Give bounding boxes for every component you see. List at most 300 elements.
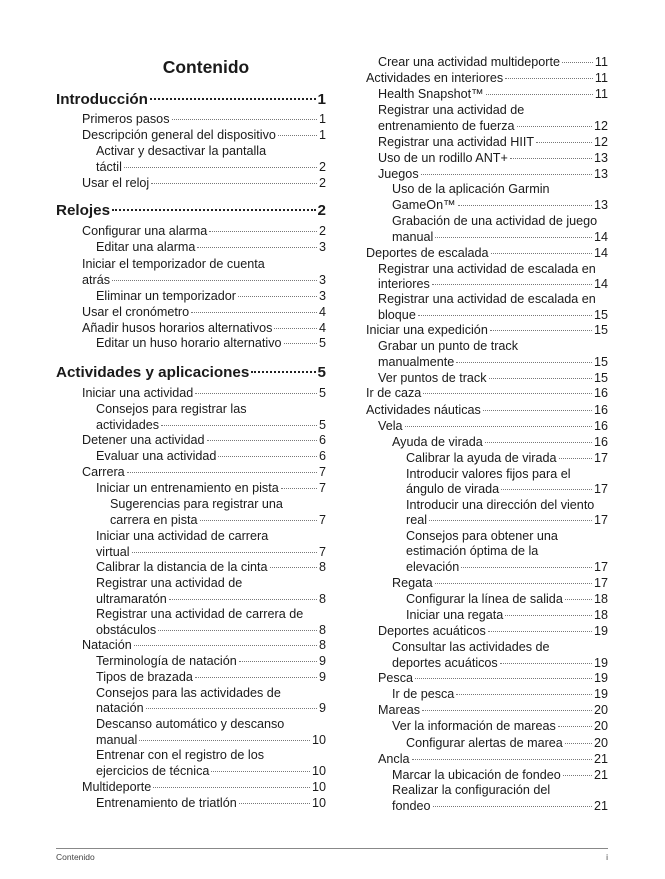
page-footer bbox=[56, 848, 608, 863]
toc-entry[interactable] bbox=[96, 336, 326, 351]
toc-entry-title: virtual bbox=[96, 545, 130, 559]
toc-entry-title: Pesca bbox=[378, 671, 414, 685]
dot-leader bbox=[161, 425, 317, 426]
toc-entry[interactable] bbox=[366, 323, 608, 338]
toc-entry-title: Iniciar una actividad de carrera bbox=[96, 529, 269, 543]
toc-page-number: 13 bbox=[593, 151, 608, 165]
toc-entry[interactable] bbox=[392, 687, 608, 702]
toc-entry-title: Mareas bbox=[378, 703, 420, 717]
toc-entry-title: Primeros pasos bbox=[82, 112, 170, 126]
toc-entry[interactable] bbox=[96, 449, 326, 464]
toc-entry-title: Terminología de natación bbox=[96, 654, 237, 668]
dot-leader bbox=[158, 630, 317, 631]
toc-entry-title: manual bbox=[96, 733, 138, 747]
toc-entry[interactable] bbox=[392, 640, 608, 655]
toc-entry[interactable] bbox=[96, 545, 326, 560]
toc-entry[interactable] bbox=[96, 670, 326, 685]
toc-entry-title: Evaluar una actividad bbox=[96, 449, 217, 463]
toc-entry[interactable] bbox=[110, 513, 326, 528]
toc-entry[interactable] bbox=[82, 257, 326, 272]
dot-leader bbox=[218, 456, 317, 457]
dot-leader bbox=[134, 645, 317, 646]
dot-leader bbox=[412, 759, 592, 760]
dot-leader bbox=[146, 708, 317, 709]
toc-entry-title: Sugerencias para registrar una bbox=[110, 497, 283, 511]
toc-page-number: 20 bbox=[593, 703, 608, 717]
toc-entry[interactable] bbox=[82, 386, 326, 401]
toc-page-number: 5 bbox=[317, 364, 326, 381]
toc-entry[interactable] bbox=[406, 482, 608, 497]
toc-entry-title: real bbox=[406, 513, 427, 527]
toc-page-number: 4 bbox=[318, 305, 326, 319]
toc-page-number: 17 bbox=[593, 482, 608, 496]
toc-entry[interactable] bbox=[82, 638, 326, 653]
toc-entry[interactable] bbox=[406, 544, 608, 559]
toc-page-number: 11 bbox=[594, 71, 608, 85]
dot-leader bbox=[485, 442, 592, 443]
toc-page-number: 13 bbox=[593, 167, 608, 181]
dot-leader bbox=[483, 410, 592, 411]
toc-entry[interactable] bbox=[96, 529, 326, 544]
toc-entry[interactable] bbox=[378, 135, 608, 150]
toc-entry[interactable] bbox=[392, 230, 608, 245]
toc-entry[interactable] bbox=[366, 71, 608, 86]
dot-leader bbox=[284, 343, 317, 344]
toc-entry-title: Editar una alarma bbox=[96, 240, 196, 254]
toc-entry[interactable] bbox=[406, 736, 608, 751]
toc-entry[interactable] bbox=[96, 402, 326, 417]
toc-entry[interactable] bbox=[378, 292, 608, 307]
toc-entry-title: Añadir husos horarios alternativos bbox=[82, 321, 273, 335]
dot-leader bbox=[132, 552, 317, 553]
toc-page-number: 17 bbox=[593, 576, 608, 590]
toc-entry[interactable] bbox=[366, 246, 608, 261]
toc-page-number: 21 bbox=[593, 768, 608, 782]
toc-page-number: 15 bbox=[593, 323, 608, 337]
toc-entry-title: entrenamiento de fuerza bbox=[378, 119, 515, 133]
toc-entry[interactable] bbox=[82, 465, 326, 480]
dot-leader bbox=[239, 803, 310, 804]
toc-page-number: 5 bbox=[318, 386, 326, 400]
toc-entry-title: Ir de caza bbox=[366, 386, 422, 400]
toc-page-number: 7 bbox=[318, 465, 326, 479]
toc-entry[interactable] bbox=[82, 224, 326, 239]
toc-entry-title: elevación bbox=[406, 560, 460, 574]
toc-entry[interactable] bbox=[82, 112, 326, 127]
toc-entry[interactable] bbox=[96, 717, 326, 732]
toc-page-number: 3 bbox=[318, 273, 326, 287]
toc-entry-title: Uso de un rodillo ANT+ bbox=[378, 151, 508, 165]
toc-page-number: 9 bbox=[318, 654, 326, 668]
dot-leader bbox=[209, 231, 317, 232]
toc-entry[interactable] bbox=[392, 768, 608, 783]
dot-leader bbox=[558, 726, 592, 727]
toc-page-number: 6 bbox=[318, 449, 326, 463]
toc-entry[interactable] bbox=[366, 403, 608, 418]
toc-page-number: 10 bbox=[311, 764, 326, 778]
toc-page-number: 18 bbox=[593, 608, 608, 622]
toc-entry[interactable] bbox=[82, 305, 326, 320]
toc-entry-title: bloque bbox=[378, 308, 416, 322]
toc-page-number: 2 bbox=[318, 224, 326, 238]
dot-leader bbox=[490, 330, 592, 331]
toc-entry-title: GameOn™ bbox=[392, 198, 456, 212]
dot-leader bbox=[415, 678, 592, 679]
toc-page-number: 16 bbox=[593, 386, 608, 400]
toc-entry[interactable] bbox=[82, 433, 326, 448]
dot-leader bbox=[274, 328, 317, 329]
toc-entry[interactable] bbox=[378, 355, 608, 370]
toc-entry-title: Relojes bbox=[56, 202, 111, 219]
toc-page-number: 4 bbox=[318, 321, 326, 335]
toc-entry-title: Vela bbox=[378, 419, 403, 433]
dot-leader bbox=[422, 710, 592, 711]
toc-page-number: 7 bbox=[318, 481, 326, 495]
toc-entry-title: Eliminar un temporizador bbox=[96, 289, 236, 303]
dot-leader bbox=[486, 94, 593, 95]
toc-entry-title: Tipos de brazada bbox=[96, 670, 193, 684]
dot-leader bbox=[281, 488, 317, 489]
toc-page-number: 17 bbox=[593, 560, 608, 574]
dot-leader bbox=[423, 393, 592, 394]
toc-entry-title: Ancla bbox=[378, 752, 410, 766]
toc-entry[interactable] bbox=[378, 151, 608, 166]
dot-leader bbox=[505, 615, 592, 616]
dot-leader bbox=[536, 142, 592, 143]
toc-entry-title: Crear una actividad multideporte bbox=[378, 55, 561, 69]
toc-entry-title: Registrar una actividad de escalada en bbox=[378, 262, 596, 276]
toc-entry-title: Editar un huso horario alternativo bbox=[96, 336, 282, 350]
toc-page-number: 8 bbox=[318, 560, 326, 574]
toc-entry[interactable] bbox=[96, 240, 326, 255]
toc-page-number: 9 bbox=[318, 670, 326, 684]
toc-entry[interactable] bbox=[406, 498, 608, 513]
toc-entry-title: Marcar la ubicación de fondeo bbox=[392, 768, 561, 782]
toc-entry-title: Grabación de una actividad de juego bbox=[392, 214, 598, 228]
toc-page-number: 7 bbox=[318, 545, 326, 559]
toc-page-number: 18 bbox=[593, 592, 608, 606]
toc-page-number: 3 bbox=[318, 289, 326, 303]
toc-entry-title: interiores bbox=[378, 277, 430, 291]
page-title: Contenido bbox=[162, 57, 250, 77]
toc-page-number: 19 bbox=[593, 656, 608, 670]
toc-entry-title: Actividades náuticas bbox=[366, 403, 481, 417]
toc-entry[interactable] bbox=[110, 497, 326, 512]
dot-leader bbox=[458, 205, 592, 206]
dot-leader bbox=[563, 775, 592, 776]
toc-entry-title: Calibrar la distancia de la cinta bbox=[96, 560, 268, 574]
toc-section-heading[interactable] bbox=[56, 364, 326, 382]
toc-entry[interactable] bbox=[96, 733, 326, 748]
toc-page-number: 16 bbox=[593, 419, 608, 433]
toc-entry-title: Iniciar una expedición bbox=[366, 323, 488, 337]
toc-entry-title: Registrar una actividad de carrera de bbox=[96, 607, 304, 621]
toc-page-number: 17 bbox=[593, 451, 608, 465]
footer-section-label: Contenido bbox=[56, 852, 95, 862]
dot-leader bbox=[151, 183, 317, 184]
toc-entry-title: Detener una actividad bbox=[82, 433, 205, 447]
toc-entry[interactable] bbox=[96, 623, 326, 638]
dot-leader bbox=[270, 567, 317, 568]
toc-entry-title: atrás bbox=[82, 273, 110, 287]
toc-entry[interactable] bbox=[378, 87, 608, 102]
toc-entry-title: Juegos bbox=[378, 167, 419, 181]
dot-leader bbox=[501, 489, 592, 490]
toc-page-number: 8 bbox=[318, 592, 326, 606]
toc-entry-title: Entrenamiento de triatlón bbox=[96, 796, 237, 810]
toc-entry[interactable] bbox=[392, 198, 608, 213]
toc-page-number: 1 bbox=[318, 128, 326, 142]
dot-leader bbox=[565, 743, 592, 744]
dot-leader bbox=[456, 694, 592, 695]
dot-leader bbox=[429, 520, 592, 521]
toc-entry[interactable] bbox=[96, 289, 326, 304]
toc-page-number: 13 bbox=[593, 198, 608, 212]
toc-page-number: 1 bbox=[317, 91, 326, 108]
toc-page-number: 8 bbox=[318, 638, 326, 652]
toc-entry[interactable] bbox=[378, 752, 608, 767]
toc-entry-title: Entrenar con el registro de los bbox=[96, 748, 265, 762]
toc-entry-title: Configurar alertas de marea bbox=[406, 736, 563, 750]
toc-entry-title: táctil bbox=[96, 160, 122, 174]
toc-entry-title: Carrera bbox=[82, 465, 125, 479]
toc-page-number: 16 bbox=[593, 435, 608, 449]
toc-page-number: 2 bbox=[318, 176, 326, 190]
toc-entry-title: manualmente bbox=[378, 355, 455, 369]
toc-entry[interactable] bbox=[378, 277, 608, 292]
toc-page-number: 15 bbox=[593, 308, 608, 322]
toc-entry-title: carrera en pista bbox=[110, 513, 198, 527]
toc-entry-title: natación bbox=[96, 701, 144, 715]
toc-page-number: 16 bbox=[593, 403, 608, 417]
toc-entry[interactable] bbox=[392, 783, 608, 798]
toc-entry[interactable] bbox=[406, 592, 608, 607]
toc-entry[interactable] bbox=[96, 686, 326, 701]
toc-page-number: 20 bbox=[593, 719, 608, 733]
toc-entry[interactable] bbox=[378, 308, 608, 323]
toc-entry[interactable] bbox=[96, 144, 326, 159]
toc-entry[interactable] bbox=[392, 719, 608, 734]
toc-entry-title: Iniciar una regata bbox=[406, 608, 504, 622]
toc-entry-title: manual bbox=[392, 230, 434, 244]
toc-entry[interactable] bbox=[378, 624, 608, 639]
toc-entry[interactable] bbox=[378, 671, 608, 686]
toc-page-number: 21 bbox=[593, 752, 608, 766]
toc-entry-title: Realizar la configuración del bbox=[392, 783, 551, 797]
toc-entry[interactable] bbox=[96, 592, 326, 607]
toc-entry-title: Consejos para las actividades de bbox=[96, 686, 281, 700]
toc-entry[interactable] bbox=[378, 103, 608, 118]
toc-entry-title: Introducir una dirección del viento bbox=[406, 498, 595, 512]
toc-entry-title: Ver puntos de track bbox=[378, 371, 487, 385]
toc-entry-title: Registrar una actividad de bbox=[378, 103, 525, 117]
dot-leader bbox=[432, 284, 592, 285]
toc-entry[interactable] bbox=[96, 796, 326, 811]
toc-entry-title: Descanso automático y descanso bbox=[96, 717, 285, 731]
dot-leader bbox=[251, 371, 315, 373]
toc-entry-title: Iniciar un entrenamiento en pista bbox=[96, 481, 279, 495]
toc-entry-title: Grabar un punto de track bbox=[378, 339, 519, 353]
dot-leader bbox=[489, 378, 592, 379]
toc-entry-title: Registrar una actividad de escalada en bbox=[378, 292, 596, 306]
toc-entry-title: Multideporte bbox=[82, 780, 152, 794]
dot-leader bbox=[150, 98, 316, 100]
toc-entry[interactable] bbox=[406, 451, 608, 466]
toc-page-number: 11 bbox=[594, 87, 608, 101]
toc-entry[interactable] bbox=[96, 748, 326, 763]
dot-leader bbox=[127, 472, 317, 473]
dot-leader bbox=[565, 599, 592, 600]
toc-entry[interactable] bbox=[406, 467, 608, 482]
toc-page-number: 20 bbox=[593, 736, 608, 750]
toc-entry-title: Deportes acuáticos bbox=[378, 624, 486, 638]
toc-entry[interactable] bbox=[406, 529, 608, 544]
toc-page-number: 6 bbox=[318, 433, 326, 447]
toc-page-number: 5 bbox=[318, 336, 326, 350]
toc-entry-title: fondeo bbox=[392, 799, 431, 813]
toc-entry-title: ultramaratón bbox=[96, 592, 167, 606]
toc-entry[interactable] bbox=[82, 128, 326, 143]
toc-page-number: 12 bbox=[593, 135, 608, 149]
dot-leader bbox=[238, 296, 317, 297]
toc-entry-title: Regata bbox=[392, 576, 433, 590]
dot-leader bbox=[435, 237, 592, 238]
toc-entry-title: Introducir valores fijos para el bbox=[406, 467, 571, 481]
toc-entry-title: Ayuda de virada bbox=[392, 435, 483, 449]
toc-entry-title: Consejos para registrar las bbox=[96, 402, 247, 416]
toc-entry[interactable] bbox=[406, 560, 608, 575]
toc-page-number: 12 bbox=[593, 119, 608, 133]
toc-page-number: 11 bbox=[594, 55, 608, 69]
toc-entry[interactable] bbox=[82, 780, 326, 795]
toc-page-number: 19 bbox=[593, 687, 608, 701]
toc-entry-title: Descripción general del dispositivo bbox=[82, 128, 276, 142]
toc-page-number: 9 bbox=[318, 701, 326, 715]
toc-entry[interactable] bbox=[82, 321, 326, 336]
dot-leader bbox=[559, 458, 592, 459]
toc-page-number: 17 bbox=[593, 513, 608, 527]
toc-entry-title: Actividades y aplicaciones bbox=[56, 364, 250, 381]
toc-page-number: 21 bbox=[593, 799, 608, 813]
toc-entry-title: deportes acuáticos bbox=[392, 656, 498, 670]
dot-leader bbox=[172, 119, 317, 120]
toc-page-number: 14 bbox=[593, 246, 608, 260]
toc-entry-title: Usar el cronómetro bbox=[82, 305, 190, 319]
toc-entry[interactable] bbox=[96, 481, 326, 496]
dot-leader bbox=[405, 426, 592, 427]
dot-leader bbox=[500, 663, 592, 664]
toc-section-heading[interactable] bbox=[56, 91, 326, 109]
toc-entry[interactable] bbox=[406, 608, 608, 623]
toc-entry[interactable] bbox=[378, 339, 608, 354]
toc-entry[interactable] bbox=[82, 176, 326, 191]
toc-entry[interactable] bbox=[378, 262, 608, 277]
toc-entry[interactable] bbox=[96, 560, 326, 575]
toc-entry-title: Registrar una actividad HIIT bbox=[378, 135, 535, 149]
toc-page-number: 8 bbox=[318, 623, 326, 637]
dot-leader bbox=[112, 280, 317, 281]
toc-entry[interactable] bbox=[96, 701, 326, 716]
toc-entry-title: Uso de la aplicación Garmin bbox=[392, 182, 550, 196]
toc-entry[interactable] bbox=[378, 55, 608, 70]
toc-entry[interactable] bbox=[392, 435, 608, 450]
toc-entry-title: Consultar las actividades de bbox=[392, 640, 550, 654]
dot-leader bbox=[112, 209, 316, 211]
dot-leader bbox=[197, 247, 317, 248]
toc-entry[interactable] bbox=[378, 419, 608, 434]
toc-page-number: 10 bbox=[311, 780, 326, 794]
dot-leader bbox=[195, 677, 317, 678]
toc-entry-title: ángulo de virada bbox=[406, 482, 500, 496]
toc-page-number: 2 bbox=[317, 202, 326, 219]
toc-page-number: 5 bbox=[318, 418, 326, 432]
toc-entry[interactable] bbox=[392, 214, 608, 229]
dot-leader bbox=[491, 253, 592, 254]
toc-entry-title: Registrar una actividad de bbox=[96, 576, 243, 590]
toc-entry[interactable] bbox=[96, 607, 326, 622]
toc-entry-title: Configurar una alarma bbox=[82, 224, 208, 238]
toc-entry-title: Activar y desactivar la pantalla bbox=[96, 144, 267, 158]
toc-entry[interactable] bbox=[378, 119, 608, 134]
toc-entry-title: actividades bbox=[96, 418, 160, 432]
toc-entry[interactable] bbox=[406, 513, 608, 528]
dot-leader bbox=[421, 174, 592, 175]
toc-entry[interactable] bbox=[392, 576, 608, 591]
toc-page-number: 15 bbox=[593, 371, 608, 385]
toc-entry[interactable] bbox=[96, 418, 326, 433]
dot-leader bbox=[200, 520, 317, 521]
dot-leader bbox=[139, 740, 310, 741]
toc-entry-title: Actividades en interiores bbox=[366, 71, 504, 85]
toc-page-number: 3 bbox=[318, 240, 326, 254]
toc-entry[interactable] bbox=[378, 167, 608, 182]
toc-page-number: 15 bbox=[593, 355, 608, 369]
toc-page-number: 10 bbox=[311, 733, 326, 747]
toc-entry[interactable] bbox=[392, 656, 608, 671]
toc-entry[interactable] bbox=[96, 160, 326, 175]
toc-entry[interactable] bbox=[378, 371, 608, 386]
toc-entry[interactable] bbox=[82, 273, 326, 288]
toc-entry-title: Natación bbox=[82, 638, 132, 652]
toc-page-number: 2 bbox=[318, 160, 326, 174]
dot-leader bbox=[461, 567, 592, 568]
toc-page-number: 10 bbox=[311, 796, 326, 810]
dot-leader bbox=[488, 631, 592, 632]
toc-entry-title: Consejos para obtener una bbox=[406, 529, 558, 543]
toc-entry[interactable] bbox=[96, 576, 326, 591]
dot-leader bbox=[278, 135, 317, 136]
toc-page-number: 19 bbox=[593, 671, 608, 685]
dot-leader bbox=[169, 599, 317, 600]
toc-entry[interactable] bbox=[392, 799, 608, 814]
toc-entry-title: Iniciar el temporizador de cuenta bbox=[82, 257, 265, 271]
dot-leader bbox=[510, 158, 592, 159]
toc-entry[interactable] bbox=[96, 654, 326, 669]
toc-page-number: 14 bbox=[593, 230, 608, 244]
toc-entry[interactable] bbox=[366, 386, 608, 401]
dot-leader bbox=[207, 440, 317, 441]
toc-entry[interactable] bbox=[378, 703, 608, 718]
toc-entry[interactable] bbox=[96, 764, 326, 779]
dot-leader bbox=[191, 312, 317, 313]
dot-leader bbox=[435, 583, 592, 584]
toc-entry[interactable] bbox=[392, 182, 608, 197]
toc-entry-title: Usar el reloj bbox=[82, 176, 150, 190]
toc-entry-title: Ir de pesca bbox=[392, 687, 455, 701]
toc-section-heading[interactable] bbox=[56, 202, 326, 220]
dot-leader bbox=[239, 661, 317, 662]
dot-leader bbox=[211, 771, 310, 772]
